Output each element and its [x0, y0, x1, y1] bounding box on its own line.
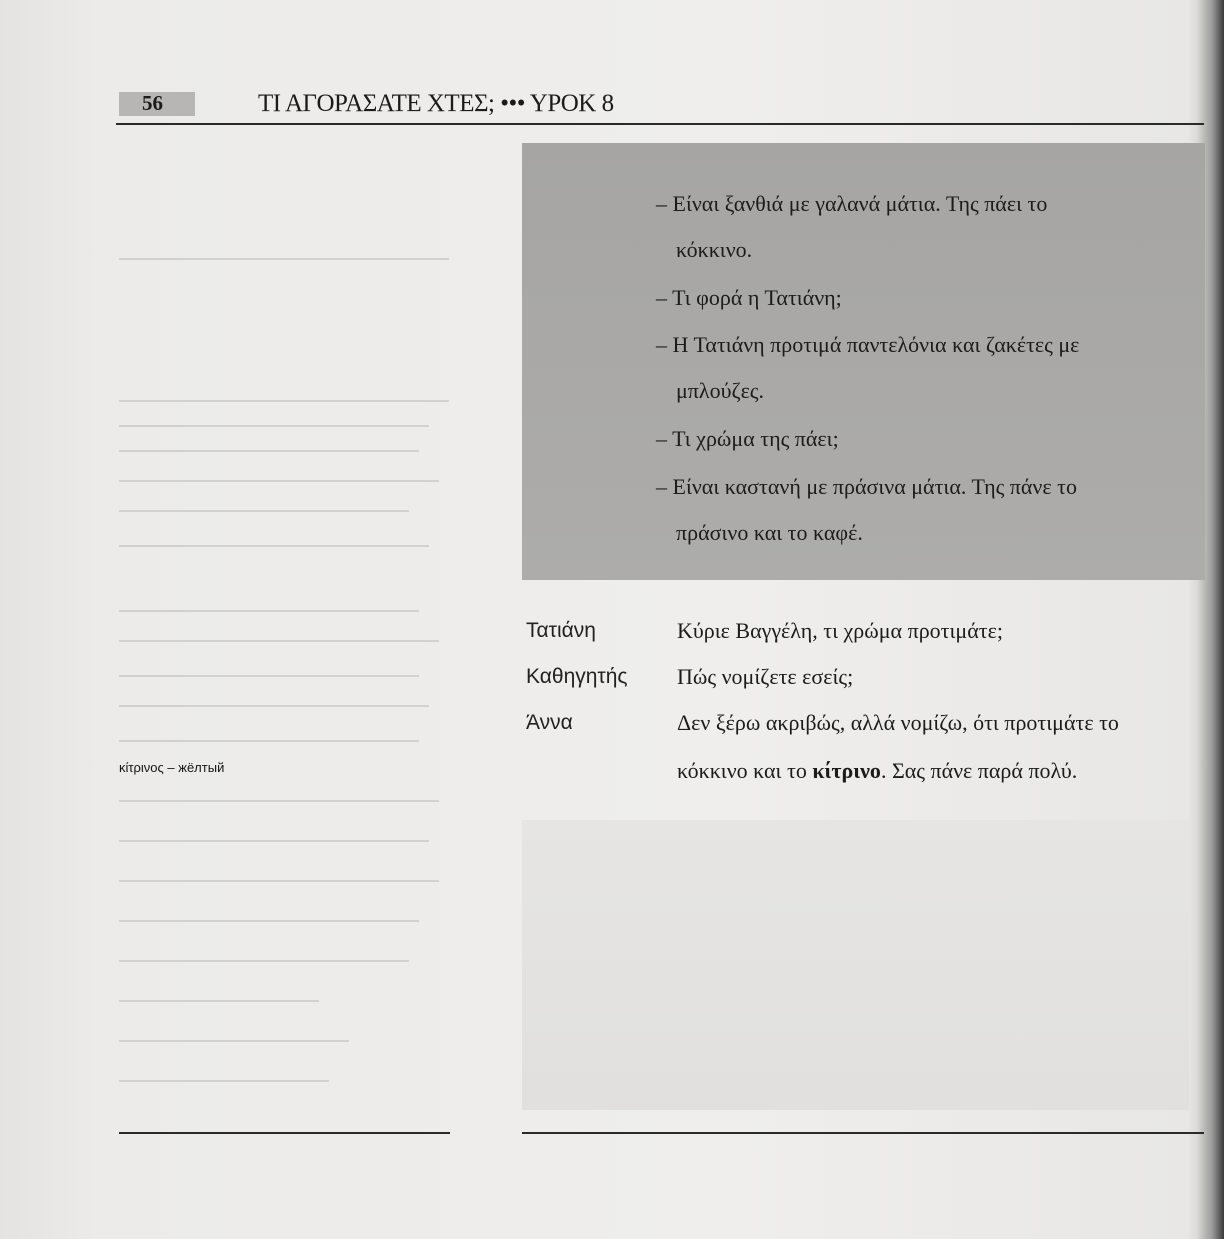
dialog-line: πράσινο και το καφέ.: [676, 520, 863, 545]
speaker-name: Τατιάνη: [526, 619, 596, 642]
header-rule: [116, 123, 1204, 125]
bleed-line: [119, 960, 409, 962]
bleed-line: [119, 545, 429, 547]
page-number: 56: [142, 91, 163, 115]
footer-rule-right: [522, 1132, 1204, 1134]
speaker-name: Καθηγητής: [526, 665, 628, 688]
footer-rule-left: [119, 1132, 450, 1134]
bleed-line: [119, 840, 429, 842]
speaker-name: Άννα: [526, 711, 573, 734]
bleed-line: [119, 740, 419, 742]
speech-line: Κύριε Βαγγέλη, τι χρώμα προτιμάτε;: [677, 618, 1003, 643]
bleed-line: [119, 675, 419, 677]
bleed-line: [119, 480, 439, 482]
bleed-line: [119, 800, 439, 802]
dialog-line: – Η Τατιάνη προτιμά παντελόνια και ζακέτες με: [656, 332, 1080, 357]
bleed-line: [119, 1000, 319, 1002]
bleed-line: [119, 1040, 349, 1042]
dialog-line: – Τι φορά η Τατιάνη;: [656, 285, 842, 310]
bleed-line: [119, 258, 449, 260]
bleed-line: [119, 400, 449, 402]
bleed-line: [119, 1080, 329, 1082]
dialog-line: μπλούζες.: [676, 378, 765, 403]
speech-line-continuation: [677, 758, 1077, 784]
highlighted-word: κίτρινο: [812, 758, 881, 783]
running-title: ΤΙ ΑΓΟΡΑΣΑΤΕ ΧΤΕΣ; ••• ΥΡΟΚ 8: [258, 90, 614, 117]
bleed-line: [119, 880, 439, 882]
bleed-line: [119, 640, 439, 642]
dialog-line: – Είναι ξανθιά με γαλανά μάτια. Της πάει το: [656, 191, 1048, 216]
speech-line: Πώς νομίζετε εσείς;: [677, 664, 854, 689]
bleed-line: [119, 920, 419, 922]
dialog-line: – Τι χρώμα της πάει;: [656, 426, 839, 451]
dialog-line: κόκκινο.: [676, 237, 753, 262]
bleed-line: [119, 450, 419, 452]
speech-text: κόκκινο και το: [677, 758, 813, 783]
glossary-entry: κίτρινος – жёлтый: [119, 760, 225, 775]
bleed-through-right: [522, 820, 1189, 1110]
bleed-line: [119, 425, 429, 427]
bleed-line: [119, 610, 419, 612]
speech-text: . Σας πάνε παρά πολύ.: [880, 758, 1078, 783]
speech-line: Δεν ξέρω ακριβώς, αλλά νομίζω, ότι προτιμάτε το: [677, 710, 1119, 735]
dialog-line: – Είναι καστανή με πράσινα μάτια. Της πάνε το: [656, 474, 1077, 499]
bleed-line: [119, 705, 429, 707]
bleed-line: [119, 510, 409, 512]
